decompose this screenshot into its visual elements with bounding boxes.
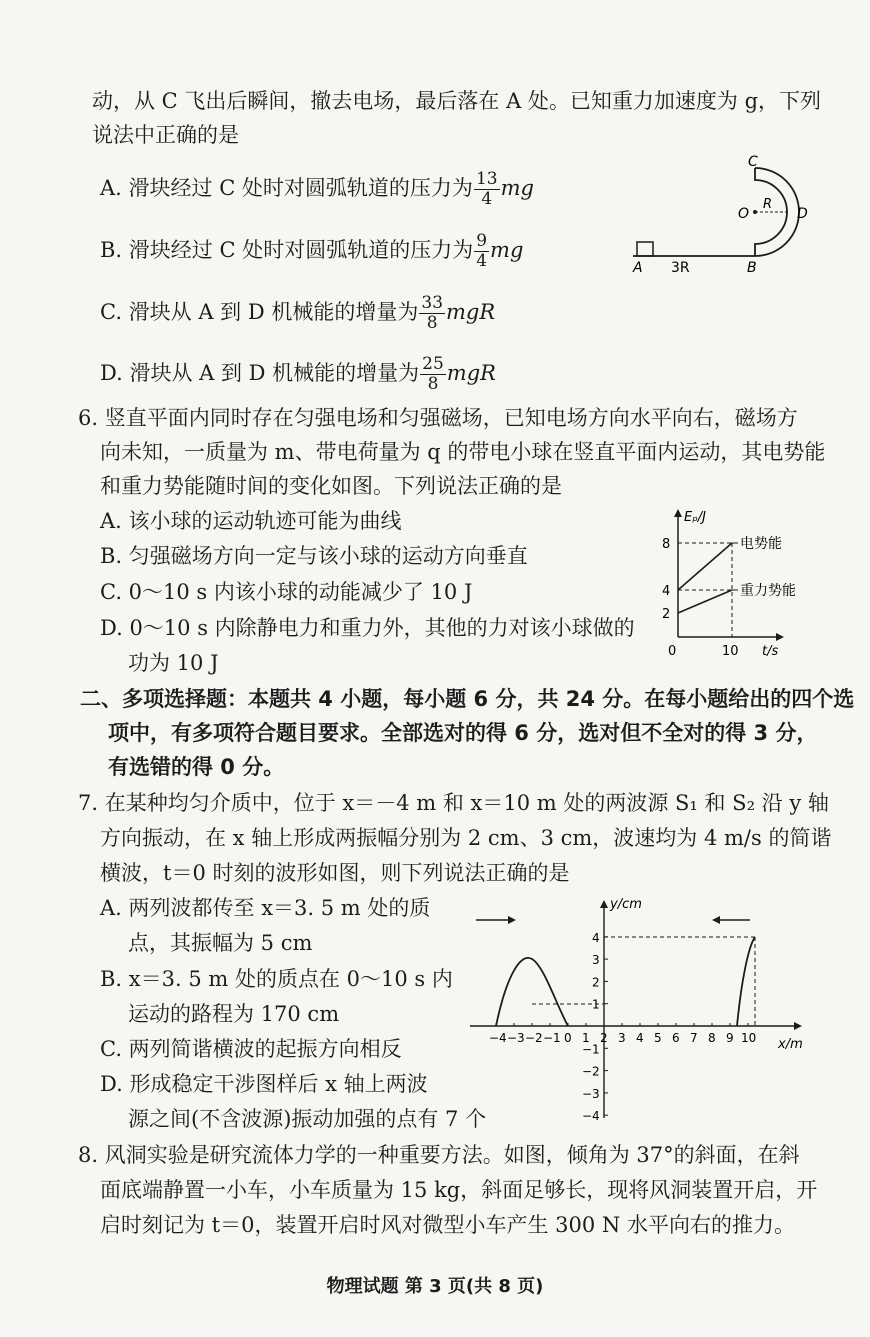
x-tick-label: −2 xyxy=(525,1031,543,1045)
legend-gravity: 重力势能 xyxy=(740,583,796,599)
x-tick-label: 2 xyxy=(600,1031,608,1045)
label-a: A xyxy=(633,260,643,276)
center-point xyxy=(753,210,757,214)
q6-stem-line3: 和重力势能随时间的变化如图。下列说法正确的是 xyxy=(100,474,562,498)
q5-track-figure xyxy=(625,150,815,280)
x-axis-label: x/m xyxy=(778,1037,803,1052)
section2-line3: 有选错的得 0 分。 xyxy=(108,755,285,779)
wave-s2 xyxy=(737,937,755,1026)
tick-8: 8 xyxy=(662,537,671,552)
arrow-left-head xyxy=(712,916,720,924)
x-tick-label: 10 xyxy=(741,1031,757,1045)
q7-option-d-line1: D. 形成稳定干涉图样后 x 轴上两波 xyxy=(100,1072,428,1096)
q5-option-a: A. 滑块经过 C 处时对圆弧轨道的压力为 $\frac{13}{4}$ mg xyxy=(100,169,534,209)
series-electric-potential xyxy=(678,543,732,590)
x-tick-label: 0 xyxy=(564,1031,572,1045)
page-footer: 物理试题 第 3 页(共 8 页) xyxy=(326,1276,544,1297)
arrow-right-head xyxy=(508,916,516,924)
q7-option-a-line2: 点，其振幅为 5 cm xyxy=(128,931,313,955)
label-c: C xyxy=(748,154,758,170)
q6-stem-line2: 向未知，一质量为 m、带电荷量为 q 的带电小球在竖直平面内运动，其电势能 xyxy=(100,440,826,464)
series-gravity-potential xyxy=(678,590,732,613)
y-tick-label: −4 xyxy=(582,1109,600,1122)
q5-stem-line1: 动，从 C 飞出后瞬间，撤去电场，最后落在 A 处。已知重力加速度为 g，下列 xyxy=(92,89,822,113)
y-axis-label: Eₚ/J xyxy=(684,510,706,525)
y-tick-label: 4 xyxy=(592,930,600,945)
tick-2: 2 xyxy=(662,607,671,622)
x-tick-label: −3 xyxy=(507,1031,525,1045)
q5-option-c: C. 滑块从 A 到 D 机械能的增量为 $\frac{33}{8}$ mgR xyxy=(100,293,496,333)
q6-option-d-line2: 功为 10 J xyxy=(128,651,219,675)
q7-wave-graph xyxy=(460,892,810,1122)
q5-option-b: B. 滑块经过 C 处时对圆弧轨道的压力为 $\frac{9}{4}$ mg xyxy=(100,231,524,271)
y-tick-label: 1 xyxy=(592,997,600,1012)
tick-10: 10 xyxy=(722,644,739,659)
x-tick-label: 7 xyxy=(690,1031,698,1045)
x-tick-label: −1 xyxy=(543,1031,561,1045)
q7-option-b-line1: B. x＝3. 5 m 处的质点在 0～10 s 内 xyxy=(100,967,453,991)
q8-stem-line3: 启时刻记为 t＝0，装置开启时风对微型小车产生 300 N 水平向右的推力。 xyxy=(100,1213,795,1237)
section2-line1: 二、多项选择题：本题共 4 小题，每小题 6 分，共 24 分。在每小题给出的四个选 xyxy=(80,687,855,711)
tick-4: 4 xyxy=(662,584,671,599)
x-tick-label: 8 xyxy=(708,1031,716,1045)
q6-stem-line1: 6. 竖直平面内同时存在匀强电场和匀强磁场，已知电场方向水平向右，磁场方 xyxy=(78,406,798,430)
label-b: B xyxy=(747,260,757,276)
slider-block xyxy=(637,242,653,256)
y-tick-label: 3 xyxy=(592,953,600,968)
q6-option-c: C. 0～10 s 内该小球的动能减少了 10 J xyxy=(100,580,473,604)
q5-stem-line2: 说法中正确的是 xyxy=(92,123,239,147)
y-tick-label: −3 xyxy=(582,1086,600,1101)
x-tick-label: −4 xyxy=(489,1031,507,1045)
y-axis-arrow xyxy=(674,509,682,517)
label-o: O xyxy=(738,206,750,222)
q6-option-d-line1: D. 0～10 s 内除静电力和重力外，其他的力对该小球做的 xyxy=(100,616,635,640)
x-tick-label: 1 xyxy=(582,1031,590,1045)
q7-option-b-line2: 运动的路程为 170 cm xyxy=(128,1002,340,1026)
q6-option-b: B. 匀强磁场方向一定与该小球的运动方向垂直 xyxy=(100,544,528,568)
y-axis-arrow xyxy=(600,900,608,908)
y-tick-label: −1 xyxy=(582,1042,600,1057)
q7-option-a-line1: A. 两列波都传至 x＝3. 5 m 处的质 xyxy=(100,896,431,920)
x-tick-label: 5 xyxy=(654,1031,662,1045)
x-axis-arrow xyxy=(794,1022,802,1030)
y-tick-label: 2 xyxy=(592,975,600,990)
q7-stem-line2: 方向振动，在 x 轴上形成两振幅分别为 2 cm、3 cm，波速均为 4 m/s 的简谐 xyxy=(100,826,832,850)
q7-stem-line1: 7. 在某种均匀介质中，位于 x＝－4 m 和 x＝10 m 处的两波源 S₁ 和 S₂ 沿 y 轴 xyxy=(78,791,829,815)
label-3r: 3R xyxy=(671,260,690,276)
x-axis-label: t/s xyxy=(762,644,779,659)
label-d: D xyxy=(797,206,808,222)
q7-option-d-line2: 源之间(不含波源)振动加强的点有 7 个 xyxy=(128,1107,487,1131)
x-tick-label: 3 xyxy=(618,1031,626,1045)
x-axis-arrow xyxy=(776,633,784,641)
q8-stem-line2: 面底端静置一小车，小车质量为 15 kg，斜面足够长，现将风洞装置开启，开 xyxy=(100,1178,818,1202)
q7-stem-line3: 横波，t＝0 时刻的波形如图，则下列说法正确的是 xyxy=(100,861,570,885)
q8-stem-line1: 8. 风洞实验是研究流体力学的一种重要方法。如图，倾角为 37°的斜面，在斜 xyxy=(78,1143,800,1167)
wave-s1 xyxy=(496,958,568,1026)
q6-option-a: A. 该小球的运动轨迹可能为曲线 xyxy=(100,509,402,533)
label-r: R xyxy=(763,197,773,212)
legend-electric: 电势能 xyxy=(740,536,782,552)
section2-line2: 项中，有多项符合题目要求。全部选对的得 6 分，选对但不全对的得 3 分， xyxy=(108,721,818,745)
x-tick-label: 4 xyxy=(636,1031,644,1045)
tick-0: 0 xyxy=(668,644,677,659)
x-tick-label: 6 xyxy=(672,1031,680,1045)
x-tick-label: 9 xyxy=(726,1031,734,1045)
q5-option-d: D. 滑块从 A 到 D 机械能的增量为 $\frac{25}{8}$ mgR xyxy=(100,354,496,394)
q6-energy-graph xyxy=(650,505,850,660)
y-tick-label: −2 xyxy=(582,1064,600,1079)
q7-option-c: C. 两列简谐横波的起振方向相反 xyxy=(100,1037,402,1061)
y-axis-label: y/cm xyxy=(610,897,642,912)
